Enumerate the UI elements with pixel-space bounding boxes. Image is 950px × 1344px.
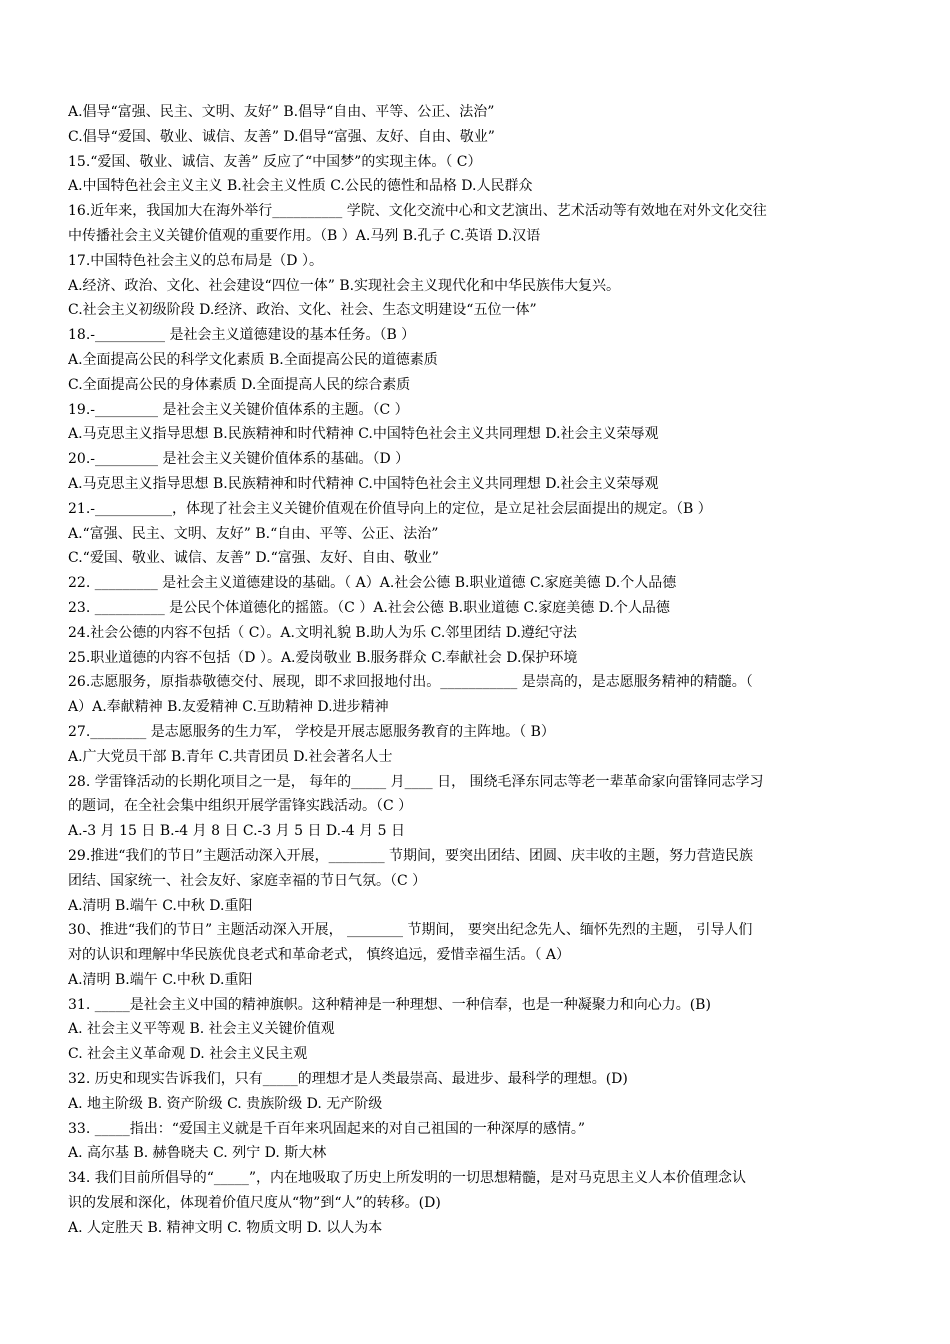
text-line: 15.“爱国、敬业、诚信、友善” 反应了“中国梦”的实现主体。（ C） — [68, 153, 482, 170]
text-line: C.全面提高公民的身体素质 D.全面提高人民的综合素质 — [68, 376, 411, 393]
text-line: 识的发展和深化，体现着价值尺度从“物”到“人”的转移。(D) — [68, 1195, 441, 1212]
text-line: 28. 学雷锋活动的长期化项目之一是， 每年的_____ 月____ 日， 围绕毛泽东同志等老一辈革命家向雷锋同志学习 — [68, 773, 764, 790]
text-line: A.广大党员干部 B.青年 C.共青团员 D.社会著名人士 — [68, 748, 393, 765]
text-line: 对的认识和理解中华民族优良老式和革命老式， 慎终追远，爱惜幸福生活。（ A） — [68, 947, 571, 964]
text-line: C. 社会主义革命观 D. 社会主义民主观 — [68, 1046, 308, 1063]
text-line: A）A.奉献精神 B.友爱精神 C.互助精神 D.进步精神 — [68, 699, 389, 716]
text-line: 18.-__________ 是社会主义道德建设的基本任务。（B ） — [68, 327, 416, 344]
text-line: A.全面提高公民的科学文化素质 B.全面提高公民的道德素质 — [68, 351, 438, 368]
text-line: A.中国特色社会主义主义 B.社会主义性质 C.公民的德性和品格 D.人民群众 — [68, 178, 533, 195]
text-line: C.“爱国、敬业、诚信、友善” D.“富强、友好、自由、敬业” — [68, 550, 439, 567]
text-line: A.倡导“富强、民主、文明、友好” B.倡导“自由、平等、公正、法治” — [68, 104, 495, 120]
text-line: 的题词，在全社会集中组织开展学雷锋实践活动。（C ） — [68, 798, 413, 815]
text-line: 26.志愿服务，原指恭敬德交付、展现，即不求回报地付出。___________ 是崇高的，是志愿服务精神的精髓。（ — [68, 674, 753, 691]
text-line: 31. _____是社会主义中国的精神旗帜。这种精神是一种理想、一种信奉，也是一种凝聚力和向心力。(B) — [68, 996, 711, 1013]
text-line: 19.-_________ 是社会主义关键价值体系的主题。（C ） — [68, 401, 409, 418]
text-line: 17.中国特色社会主义的总布局是（D ）。 — [68, 252, 323, 269]
text-line: A. 地主阶级 B. 资产阶级 C. 贵族阶级 D. 无产阶级 — [68, 1095, 383, 1112]
text-line: 中传播社会主义关键价值观的重要作用。（B ）A.马列 B.孔子 C.英语 D.汉语 — [68, 227, 541, 244]
text-line: A.马克思主义指导思想 B.民族精神和时代精神 C.中国特色社会主义共同理想 D.社会主义荣辱观 — [68, 475, 659, 492]
text-line: A.经济、政治、文化、社会建设“四位一体” B.实现社会主义现代化和中华民族伟大复兴。 — [68, 277, 621, 294]
text-line: A.清明 B.端午 C.中秋 D.重阳 — [68, 897, 253, 914]
text-line: 21.-___________，体现了社会主义关键价值观在价值导向上的定位，是立足社会层面提出的规定。（B ） — [68, 500, 712, 517]
text-line: 24.社会公德的内容不包括（ C）。A.文明礼貌 B.助人为乐 C.邻里团结 D.遵纪守法 — [68, 624, 577, 641]
text-line: A. 人定胜天 B. 精神文明 C. 物质文明 D. 以人为本 — [68, 1219, 383, 1236]
text-line: 33. _____指出：“爱国主义就是千百年来巩固起来的对自己祖国的一种深厚的感情。” — [68, 1120, 586, 1137]
text-line: C.倡导“爱国、敬业、诚信、友善” D.倡导“富强、友好、自由、敬业” — [68, 128, 495, 145]
document-body — [68, 100, 908, 1241]
text-line: 29.推进“我们的节日”主题活动深入开展，________ 节期间，要突出团结、团圆、庆丰收的主题，努力营造民族 — [68, 847, 754, 864]
text-line: 30、推进“我们的节日” 主题活动深入开展， ________ 节期间， 要突出纪念先人、缅怀先烈的主题， 引导人们 — [68, 922, 753, 939]
text-line: A. 高尔基 B. 赫鲁晓夫 C. 列宁 D. 斯大林 — [68, 1145, 327, 1162]
text-line: 27.________ 是志愿服务的生力军， 学校是开展志愿服务教育的主阵地。（ B） — [68, 723, 555, 740]
text-line: 团结、国家统一、社会友好、家庭幸福的节日气氛。（C ） — [68, 872, 427, 889]
text-line: A.清明 B.端午 C.中秋 D.重阳 — [68, 971, 253, 988]
text-line: A.-3 月 15 日 B.-4 月 8 日 C.-3 月 5 日 D.-4 月 5 日 — [68, 823, 405, 840]
text-line: C.社会主义初级阶段 D.经济、政治、文化、社会、生态文明建设“五位一体” — [68, 302, 537, 319]
text-line: A. 社会主义平等观 B. 社会主义关键价值观 — [68, 1021, 335, 1038]
text-line: 20.-_________ 是社会主义关键价值体系的基础。（D ） — [68, 451, 410, 468]
text-line: 34. 我们目前所倡导的“_____”，内在地吸取了历史上所发明的一切思想精髓，是对马克思主义人本价值理念认 — [68, 1170, 747, 1187]
text-line: A.“富强、民主、文明、友好” B.“自由、平等、公正、法治” — [68, 525, 439, 542]
text-line: 32. 历史和现实告诉我们，只有_____的理想才是人类最崇高、最进步、最科学的理想。(D) — [68, 1071, 628, 1088]
text-line: 25.职业道德的内容不包括（D ）。A.爱岗敬业 B.服务群众 C.奉献社会 D.保护环境 — [68, 649, 578, 666]
text-line: A.马克思主义指导思想 B.民族精神和时代精神 C.中国特色社会主义共同理想 D.社会主义荣辱观 — [68, 426, 659, 443]
text-line: 16.近年来，我国加大在海外举行__________ 学院、文化交流中心和文艺演出、艺术活动等有效地在对外文化交往 — [68, 203, 767, 220]
text-line: 23. __________ 是公民个体道德化的摇篮。（C ）A.社会公德 B.职业道德 C.家庭美德 D.个人品德 — [68, 599, 670, 616]
text-line: 22. _________ 是社会主义道德建设的基础。（ A）A.社会公德 B.职业道德 C.家庭美德 D.个人品德 — [68, 575, 677, 592]
